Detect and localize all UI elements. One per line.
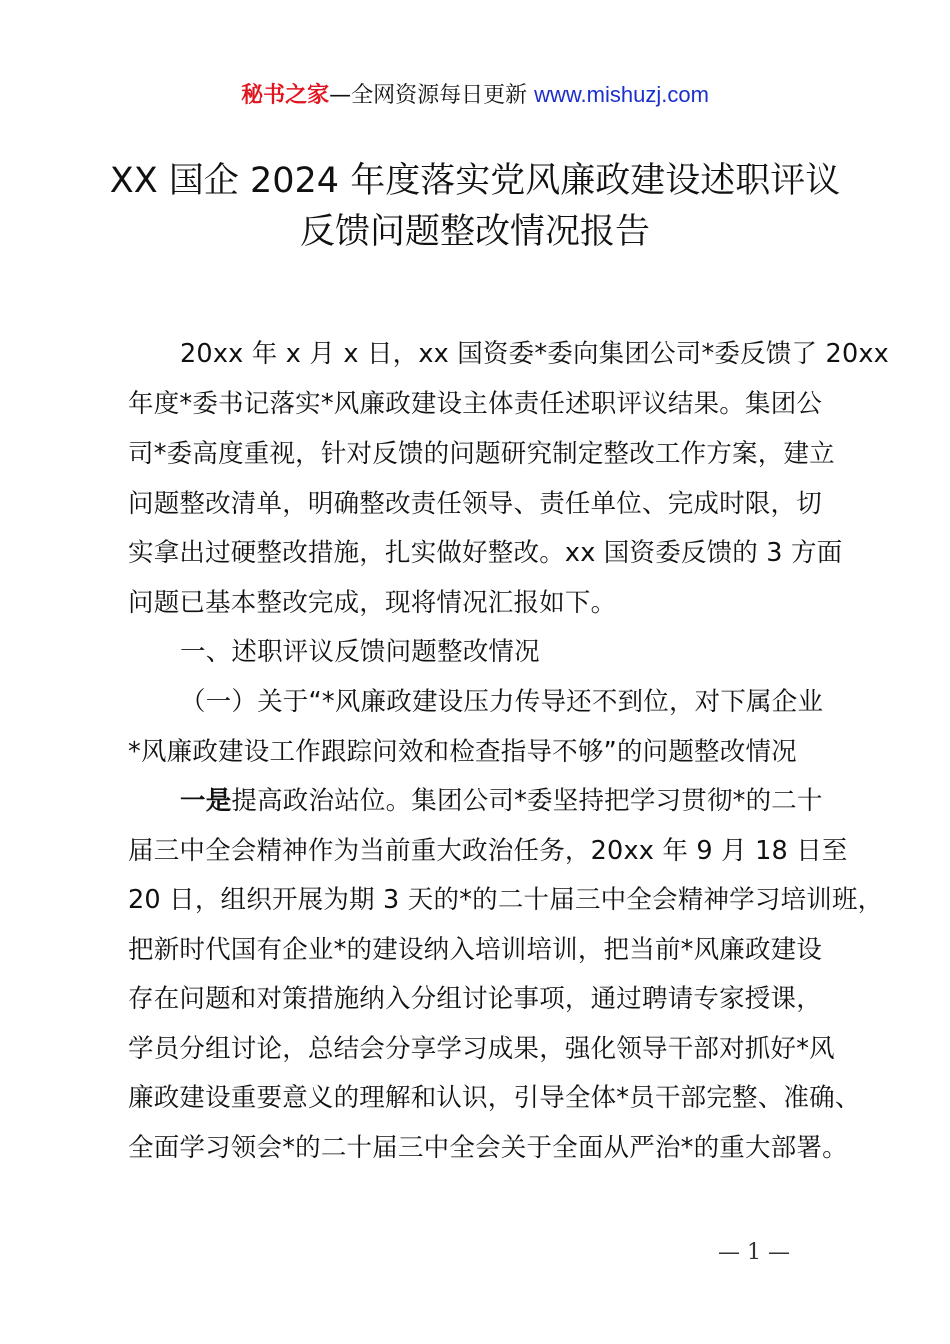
paragraph-1-line-6: 问题已基本整改完成，现将情况汇报如下。 xyxy=(128,588,617,618)
point-1-line-1 xyxy=(180,781,823,821)
point-1-line-2: 届三中全会精神作为当前重大政治任务，20xx 年 9 月 18 日至 xyxy=(128,836,848,866)
header-tagline: —全网资源每日更新 xyxy=(329,83,535,108)
point-1-line-4: 把新时代国有企业*的建设纳入培训培训，把当前*风廉政建设 xyxy=(128,935,823,965)
point-1-line-5: 存在问题和对策措施纳入分组讨论事项，通过聘请专家授课， xyxy=(128,984,822,1014)
point-1-label: 一是 xyxy=(180,786,232,816)
paragraph-1-line-2: 年度*委书记落实*风廉政建设主体责任述职评议结果。集团公 xyxy=(128,389,823,419)
page-number: — 1 — xyxy=(718,1240,790,1265)
brand-name: 秘书之家 xyxy=(241,83,330,108)
paragraph-1-line-3: 司*委高度重视，针对反馈的问题研究制定整改工作方案，建立 xyxy=(128,439,835,469)
section-heading-1: 一、述职评议反馈问题整改情况 xyxy=(180,637,540,667)
subsection-heading-line-2: *风廉政建设工作跟踪问效和检查指导不够”的问题整改情况 xyxy=(128,737,797,767)
point-1-line-6: 学员分组讨论，总结会分享学习成果，强化领导干部对抓好*风 xyxy=(128,1034,835,1064)
document-title-line-1: XX 国企 2024 年度落实党风廉政建设述职评议 xyxy=(109,161,841,201)
point-1-line-7: 廉政建设重要意义的理解和认识，引导全体*员干部完整、准确、 xyxy=(128,1083,861,1113)
subsection-heading-line-1: （一）关于“*风廉政建设压力传导还不到位，对下属企业 xyxy=(180,687,824,717)
document-title-line-2: 反馈问题整改情况报告 xyxy=(299,212,650,252)
point-1-line-8: 全面学习领会*的二十届三中全会关于全面从严治*的重大部署。 xyxy=(128,1133,848,1163)
paragraph-1-line-5: 实拿出过硬整改措施，扎实做好整改。xx 国资委反馈的 3 方面 xyxy=(128,538,843,568)
site-header xyxy=(0,78,950,113)
paragraph-1-line-1: 20xx 年 x 月 x 日，xx 国资委*委向集团公司*委反馈了 20xx xyxy=(180,339,889,369)
site-url-link[interactable]: www.mishuzj.com xyxy=(534,82,709,107)
point-1-text: 提高政治站位。集团公司*委坚持把学习贯彻*的二十 xyxy=(231,786,823,816)
point-1-line-3: 20 日，组织开展为期 3 天的*的二十届三中全会精神学习培训班， xyxy=(128,885,884,915)
paragraph-1-line-4: 问题整改清单，明确整改责任领导、责任单位、完成时限，切 xyxy=(128,489,822,519)
